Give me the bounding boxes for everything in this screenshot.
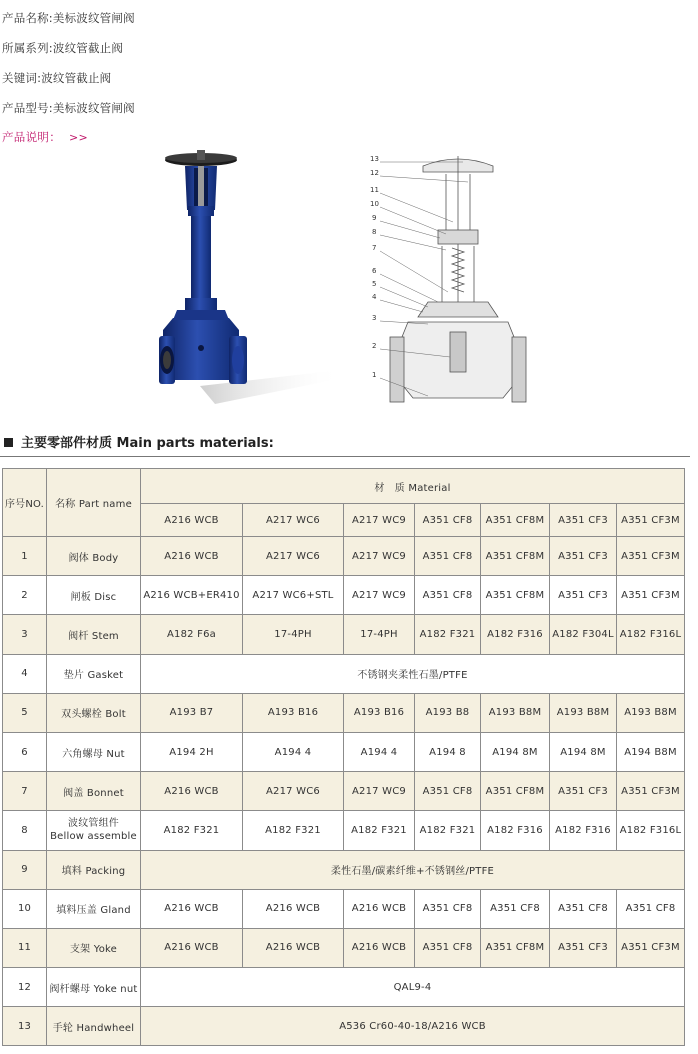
material-cell: A182 F316 [481,615,550,654]
row-number: 5 [3,693,47,732]
material-cell: A351 CF3M [617,537,685,576]
material-cell: A194 8 [415,732,481,771]
drawing-number: 6 [372,267,377,275]
row-number: 1 [3,537,47,576]
material-cell: A216 WCB [344,889,415,928]
part-name: 闸板 Disc [47,576,141,615]
material-cell: A351 CF3 [550,576,617,615]
material-cell: A216 WCB [141,772,243,811]
material-cell: A216 WCB [141,928,243,967]
material-cell: A351 CF3 [550,928,617,967]
grade-header: A217 WC9 [344,504,415,537]
material-cell: A216 WCB [344,928,415,967]
part-name: 垫片 Gasket [47,654,141,693]
drawing-number: 8 [372,228,377,236]
material-cell: A193 B8M [481,693,550,732]
table-row [3,693,685,732]
table-row [3,654,685,693]
material-cell: A193 B16 [243,693,344,732]
double-chevron-icon: >> [69,131,89,144]
material-cell: A217 WC6+STL [243,576,344,615]
product-name-line: 产品名称:美标波纹管闸阀 [2,11,135,25]
part-name-cn: 波纹管组件 [68,818,119,830]
header-part-name: 名称 Part name [47,469,141,537]
material-cell: A182 F321 [141,811,243,850]
row-number: 13 [3,1007,47,1046]
table-row [3,537,685,576]
material-cell: A182 F316L [617,615,685,654]
material-cell: A182 F321 [344,811,415,850]
section-title: 主要零部件材质 Main parts materials: [4,432,274,451]
material-cell: A351 CF8M [481,576,550,615]
grade-header: A351 CF8M [481,504,550,537]
material-cell: A217 WC9 [344,537,415,576]
material-cell: A194 8M [550,732,617,771]
material-cell: A351 CF8 [550,889,617,928]
material-cell: A351 CF3M [617,576,685,615]
material-cell: A194 B8M [617,732,685,771]
material-cell: A182 F321 [415,615,481,654]
material-cell: A351 CF8M [481,537,550,576]
material-cell: A194 2H [141,732,243,771]
material-cell: A351 CF3 [550,537,617,576]
row-number: 10 [3,889,47,928]
material-cell: A193 B7 [141,693,243,732]
grade-header: A351 CF3M [617,504,685,537]
material-cell: A182 F316 [550,811,617,850]
row-number: 8 [3,811,47,850]
part-name: 六角螺母 Nut [47,732,141,771]
material-cell: A216 WCB+ER410 [141,576,243,615]
material-cell: A216 WCB [141,537,243,576]
material-cell: A216 WCB [243,928,344,967]
material-cell: A194 4 [243,732,344,771]
part-name: 双头螺栓 Bolt [47,693,141,732]
material-cell: A182 F321 [243,811,344,850]
material-cell: A182 F316 [481,811,550,850]
part-name: 阀体 Body [47,537,141,576]
material-cell: A351 CF3M [617,928,685,967]
material-cell: A193 B16 [344,693,415,732]
drawing-number: 5 [372,280,377,288]
row-number: 12 [3,968,47,1007]
material-cell: QAL9-4 [141,968,685,1007]
table-row [3,850,685,889]
material-cell: A351 CF8M [481,928,550,967]
table-row [3,1007,685,1046]
material-cell: 17-4PH [344,615,415,654]
table-row [3,811,685,850]
material-cell: A194 8M [481,732,550,771]
material-cell: A182 F304L [550,615,617,654]
grade-header: A217 WC6 [243,504,344,537]
product-keyword-line: 关键词:波纹管截止阀 [2,71,112,85]
row-number: 3 [3,615,47,654]
drawing-number: 13 [370,155,379,163]
product-series-line: 所属系列:波纹管截止阀 [2,41,124,55]
material-cell: A351 CF3M [617,772,685,811]
table-row [3,772,685,811]
grade-header: A351 CF3 [550,504,617,537]
valve-cross-section-drawing [368,152,528,412]
material-cell: A351 CF3 [550,772,617,811]
product-model-line: 产品型号:美标波纹管闸阀 [2,101,135,115]
material-cell: A216 WCB [243,889,344,928]
drawing-number: 3 [372,314,377,322]
part-name: 手轮 Handwheel [47,1007,141,1046]
part-name: 阀盖 Bonnet [47,772,141,811]
row-number: 11 [3,928,47,967]
drawing-number: 2 [372,342,377,350]
material-cell: A217 WC6 [243,772,344,811]
material-cell: A351 CF8 [481,889,550,928]
drawing-number: 7 [372,244,377,252]
row-number: 2 [3,576,47,615]
drawing-number: 1 [372,371,377,379]
drawing-number: 9 [372,214,377,222]
material-cell: A351 CF8 [415,576,481,615]
drawing-number: 4 [372,293,377,301]
material-cell: A193 B8M [550,693,617,732]
material-cell: A536 Cr60-40-18/A216 WCB [141,1007,685,1046]
row-number: 4 [3,654,47,693]
materials-table [2,468,685,1046]
material-cell: 柔性石墨/碳素纤维+不锈钢丝/PTFE [141,850,685,889]
part-name: 填料压盖 Gland [47,889,141,928]
material-cell: A351 CF8 [415,928,481,967]
material-cell: A217 WC9 [344,576,415,615]
part-name: 支架 Yoke [47,928,141,967]
material-cell: A217 WC9 [344,772,415,811]
table-row [3,732,685,771]
material-cell: A217 WC6 [243,537,344,576]
material-cell: A182 F321 [415,811,481,850]
table-row [3,576,685,615]
grade-header: A216 WCB [141,504,243,537]
part-name: 填料 Packing [47,850,141,889]
material-cell: A351 CF8 [617,889,685,928]
grade-header: A351 CF8 [415,504,481,537]
material-cell: 17-4PH [243,615,344,654]
row-number: 9 [3,850,47,889]
header-no: 序号NO. [3,469,47,537]
row-number: 7 [3,772,47,811]
material-cell: A182 F316L [617,811,685,850]
material-cell: A351 CF8 [415,889,481,928]
product-description-label: 产品说明： >> [2,130,89,144]
material-cell: A193 B8M [617,693,685,732]
part-name: 阀杆 Stem [47,615,141,654]
drawing-number: 12 [370,169,379,177]
table-row [3,928,685,967]
material-cell: A351 CF8 [415,537,481,576]
drawing-number: 10 [370,200,379,208]
section-divider [0,456,690,457]
square-bullet-icon [4,438,13,447]
table-header-row [3,469,685,504]
material-cell: A351 CF8 [415,772,481,811]
table-row [3,968,685,1007]
header-material: 材 质 Material [141,469,685,504]
table-row [3,889,685,928]
part-name-en: Bellow assemble [50,831,137,843]
table-row [3,615,685,654]
material-cell: A351 CF8M [481,772,550,811]
part-name [47,811,141,850]
material-cell: A182 F6a [141,615,243,654]
valve-photo [155,148,345,410]
drawing-number: 11 [370,186,379,194]
material-cell: A193 B8 [415,693,481,732]
row-number: 6 [3,732,47,771]
material-cell: 不锈钢夹柔性石墨/PTFE [141,654,685,693]
material-cell: A194 4 [344,732,415,771]
part-name: 阀杆螺母 Yoke nut [47,968,141,1007]
material-cell: A216 WCB [141,889,243,928]
